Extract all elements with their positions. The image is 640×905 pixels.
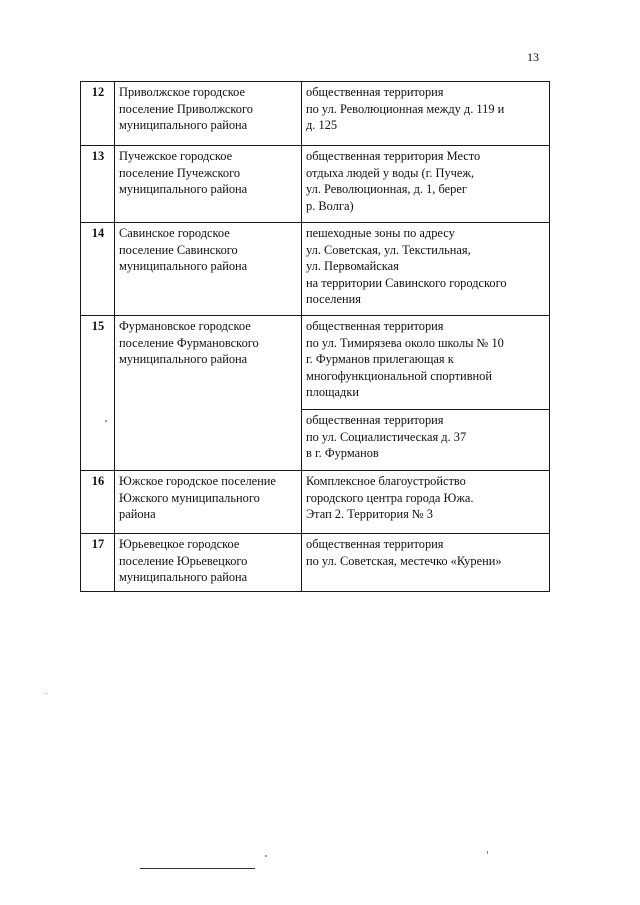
municipality-line: муниципального района: [119, 570, 248, 585]
row-number: 12: [81, 82, 115, 146]
municipality-line: поселение Фурмановского: [119, 335, 259, 350]
municipality-cell: [115, 471, 302, 534]
territory-line: по ул. Социалистическая д. 37: [306, 429, 467, 444]
municipality-line: Фурмановское городское: [119, 319, 251, 333]
row-number: 16: [81, 471, 115, 534]
territory-line: поселения: [306, 292, 361, 307]
territory-line: ул. Первомайская: [306, 259, 399, 274]
municipality-line: муниципального района: [119, 118, 248, 133]
municipality-cell: [115, 316, 302, 471]
row-number: 15: [81, 316, 115, 471]
row-number: 13: [81, 146, 115, 223]
table-row: [81, 471, 550, 534]
scan-speck: [105, 420, 107, 422]
municipality-line: Южское городское поселение: [119, 474, 276, 488]
territories-table: [80, 81, 550, 592]
territory-line: по ул. Революционная между д. 119 и: [306, 101, 505, 116]
territory-line: ул. Революционная, д. 1, берег: [306, 182, 467, 197]
territory-line: в г. Фурманов: [306, 446, 379, 461]
municipality-cell: [115, 82, 302, 146]
territory-line: общественная территория: [306, 85, 444, 99]
municipality-line: муниципального района: [119, 352, 248, 367]
municipality-cell: [115, 534, 302, 592]
territory-line: многофункциональной спортивной: [306, 368, 492, 383]
territory-line: д. 125: [306, 118, 338, 133]
table-row: [81, 223, 550, 316]
territory-line: площадки: [306, 385, 360, 400]
municipality-line: поселение Юрьевецкого: [119, 553, 248, 568]
municipality-line: Савинское городское: [119, 226, 230, 240]
scan-speck: [487, 851, 488, 854]
territory-line: Этап 2. Территория № 3: [306, 507, 434, 522]
table-row: [81, 146, 550, 223]
territory-cell: [302, 82, 550, 146]
municipality-line: Юрьевецкое городское: [119, 537, 240, 551]
page-number: 13: [527, 50, 539, 64]
territory-line: общественная территория: [306, 537, 444, 551]
territory-cell: [302, 223, 550, 316]
row-number: 17: [81, 534, 115, 592]
municipality-line: Южского муниципального: [119, 490, 260, 505]
territory-line: пешеходные зоны по адресу: [306, 226, 455, 240]
municipality-line: поселение Савинского: [119, 242, 238, 257]
row-number: 14: [81, 223, 115, 316]
footer-rule: [140, 868, 255, 869]
territory-cell: [302, 471, 550, 534]
table-row: [81, 82, 550, 146]
municipality-line: Пучежское городское: [119, 149, 233, 163]
territory-line: общественная территория Место: [306, 149, 481, 163]
municipality-line: района: [119, 507, 156, 522]
municipality-line: поселение Пучежского: [119, 165, 241, 180]
territory-line: по ул. Тимирязева около школы № 10: [306, 335, 504, 350]
territory-cell: [302, 534, 550, 592]
territory-line: р. Волга): [306, 198, 354, 213]
territory-line: отдыха людей у воды (г. Пучеж,: [306, 165, 475, 180]
territory-line: на территории Савинского городского: [306, 275, 507, 290]
municipality-line: муниципального района: [119, 259, 248, 274]
municipality-line: Приволжское городское: [119, 85, 245, 99]
territory-line: Комплексное благоустройство: [306, 474, 466, 488]
municipality-line: муниципального района: [119, 182, 248, 197]
municipality-cell: [115, 146, 302, 223]
territory-cell: [302, 146, 550, 223]
scan-speck: [265, 855, 267, 857]
territory-cell: [302, 410, 550, 471]
territory-cell: [302, 316, 550, 410]
territory-line: общественная территория: [306, 319, 444, 333]
territory-line: городского центра города Южа.: [306, 490, 474, 505]
territory-line: общественная территория: [306, 413, 444, 427]
scan-speck: [46, 693, 47, 694]
territory-line: ул. Советская, ул. Текстильная,: [306, 242, 471, 257]
territory-line: по ул. Советская, местечко «Курени»: [306, 553, 502, 568]
municipality-line: поселение Приволжского: [119, 101, 253, 116]
table-row: [81, 534, 550, 592]
territory-line: г. Фурманов прилегающая к: [306, 352, 454, 367]
municipality-cell: [115, 223, 302, 316]
table-row: [81, 316, 550, 410]
